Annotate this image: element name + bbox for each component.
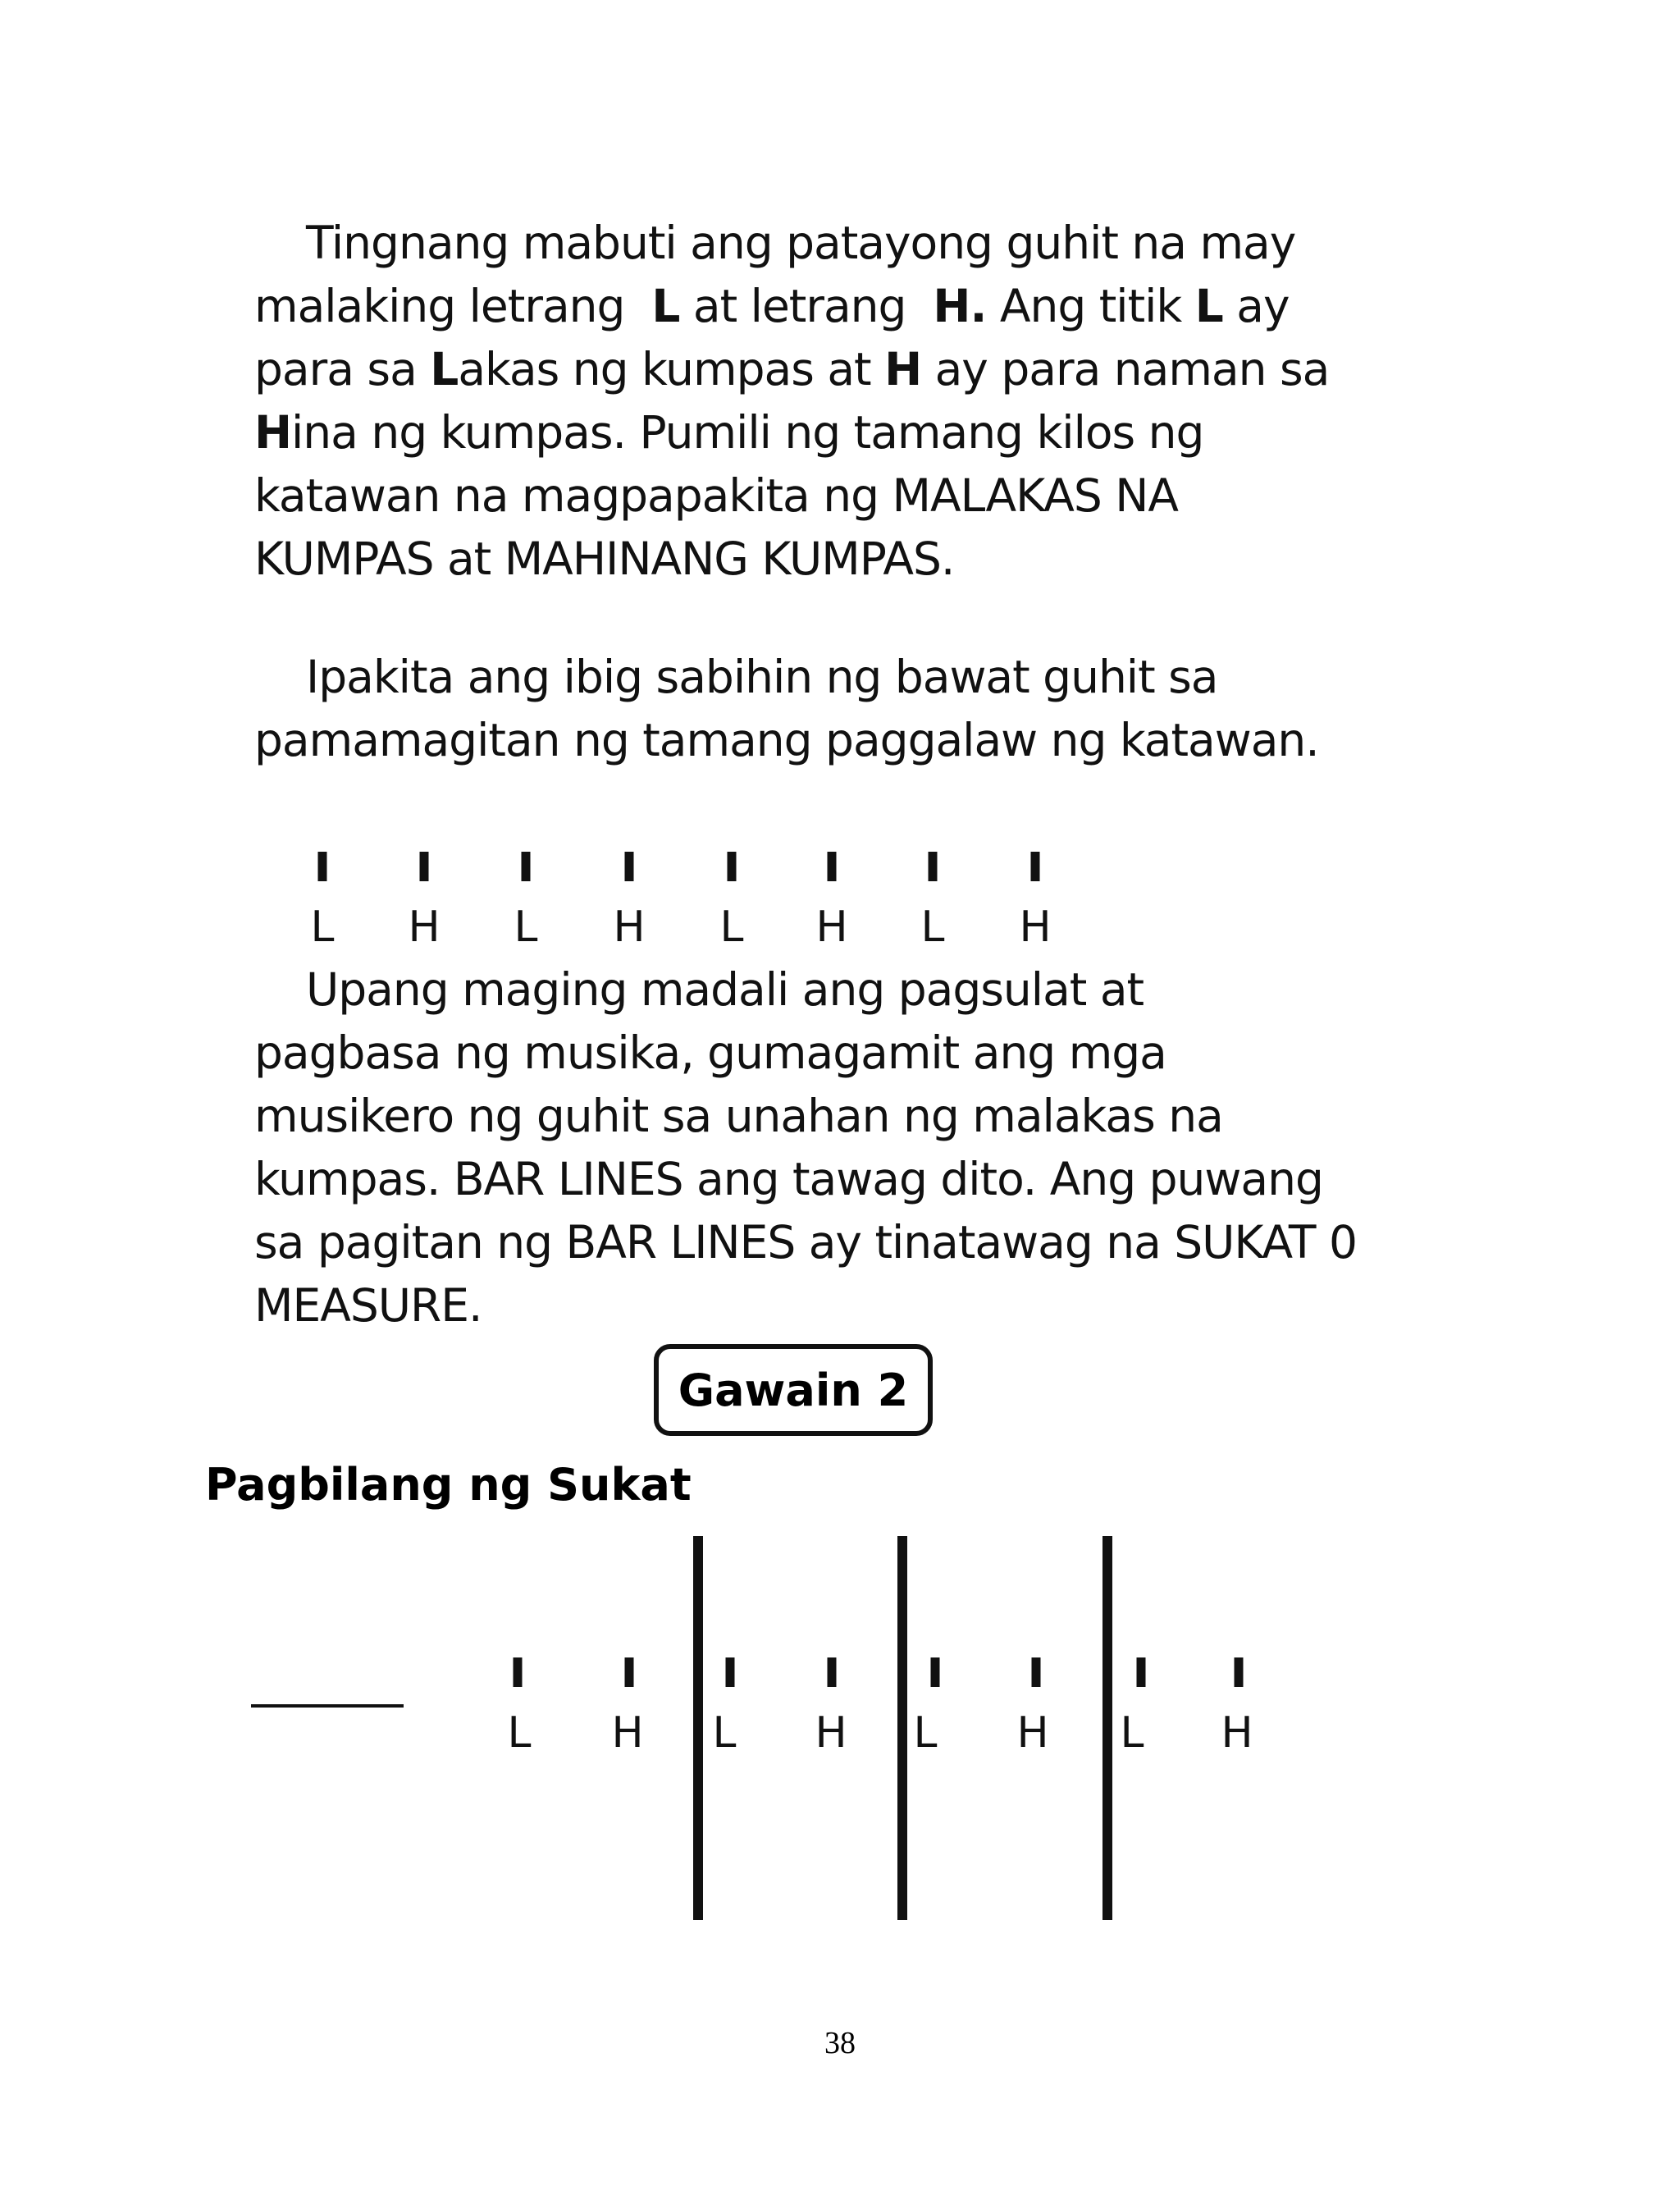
weak-beat-letter: H [1221,1708,1253,1758]
text-run: katawan na magpapakita ng MALAKAS NA [254,469,1178,522]
bold-letter: L [430,343,459,395]
beat-stroke [1137,1657,1146,1687]
bold-letter: H. [933,280,987,332]
beat-stroke [828,1657,837,1687]
text-run: pamamagitan ng tamang paggalaw ng katawan. [254,714,1319,766]
section-heading: Pagbilang ng Sukat [205,1459,692,1511]
text-run: ina ng kumpas. Pumili ng tamang kilos ng [291,406,1204,459]
weak-beat-letter: H [1019,903,1052,952]
strong-beat-letter: L [712,1708,737,1758]
page-number: 38 [824,2026,856,2060]
text-run: KUMPAS at MAHINANG KUMPAS. [254,533,955,585]
beat-stroke [1032,1657,1041,1687]
bar-line [693,1536,703,1920]
weak-beat-letter: H [815,1708,847,1758]
text-run: Ang titik [986,280,1195,332]
weak-beat-letter: H [611,1708,644,1758]
text-run: pagbasa ng musika, gumagamit ang mga [254,1026,1166,1079]
bar-line [1102,1536,1112,1920]
strong-beat-letter: L [913,1708,938,1758]
activity-title: Gawain 2 [678,1364,909,1416]
text-run: akas ng kumpas at [458,343,885,395]
text-run: at letrang [679,280,934,332]
beat-stroke [1235,1657,1244,1687]
bold-letter: H [884,343,922,395]
text-run: ay para naman sa [921,343,1330,395]
text-run: Ipakita ang ibig sabihin ng bawat guhit sa [306,651,1218,703]
strong-beat-letter: L [1120,1708,1144,1758]
strong-beat-letter: L [719,903,744,952]
beat-stroke [625,1657,634,1687]
strong-beat-letter: L [514,903,538,952]
text-run: ay [1222,280,1290,332]
bold-letter: L [651,280,680,332]
text-run: MEASURE. [254,1279,482,1332]
bold-letter: H [254,406,292,459]
strong-beat-letter: L [920,903,945,952]
text-run: malaking letrang [254,280,652,332]
text-run: Tingnang mabuti ang patayong guhit na may [306,217,1296,269]
strong-beat-letter: L [507,1708,532,1758]
beat-stroke [931,1657,940,1687]
text-run: musikero ng guhit sa unahan ng malakas na [254,1090,1223,1142]
text-run: sa pagitan ng BAR LINES ay tinatawag na SUKAT 0 [254,1216,1357,1269]
weak-beat-letter: H [1016,1708,1049,1758]
weak-beat-letter: H [408,903,441,952]
weak-beat-letter: H [815,903,848,952]
text-run: kumpas. BAR LINES ang tawag dito. Ang puwang [254,1153,1323,1205]
strong-beat-letter: L [310,903,335,952]
bold-letter: L [1194,280,1223,332]
weak-beat-letter: H [613,903,646,952]
beat-stroke [514,1657,523,1687]
text-run: Upang maging madali ang pagsulat at [306,963,1144,1016]
bar-line [897,1536,907,1920]
beat-stroke [726,1657,735,1687]
text-run: para sa [254,343,431,395]
